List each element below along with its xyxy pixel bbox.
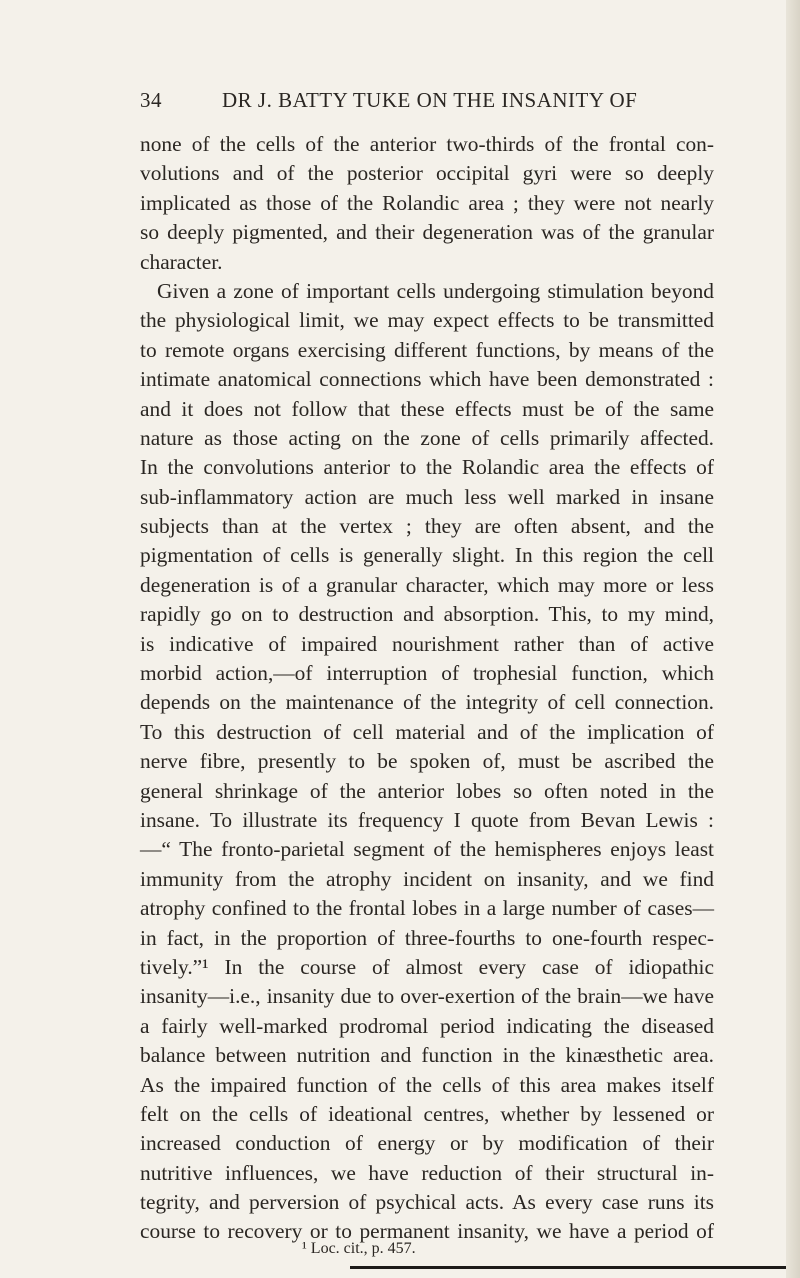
body-line: immunity from the atrophy incident on insanity, and we find: [140, 866, 714, 891]
body-line: degeneration is of a granular character, which may more or less: [140, 572, 714, 597]
page-header: [140, 88, 680, 118]
body-line: As the impaired function of the cells of this area makes itself: [140, 1072, 714, 1097]
body-line: a fairly well-marked prodromal period indicating the diseased: [140, 1013, 714, 1038]
body-line: depends on the maintenance of the integrity of cell connection.: [140, 690, 714, 715]
body-line: so deeply pigmented, and their degeneration was of the granular: [140, 220, 714, 245]
body-line: volutions and of the posterior occipital gyri were so deeply: [140, 161, 714, 186]
body-line: atrophy confined to the frontal lobes in a large number of cases—: [140, 896, 714, 921]
body-line: none of the cells of the anterior two-thirds of the frontal con-: [140, 132, 714, 156]
body-line: nerve fibre, presently to be spoken of, must be ascribed the: [140, 749, 714, 774]
page-edge-shadow: [786, 0, 800, 1278]
body-line: and it does not follow that these effects must be of the same: [140, 396, 714, 421]
running-head: DR J. BATTY TUKE ON THE INSANITY OF: [222, 88, 638, 112]
body-line: —“ The fronto-parietal segment of the hemispheres enjoys least: [140, 837, 714, 862]
body-line: in fact, in the proportion of three-fourths to one-fourth respec-: [140, 925, 714, 950]
body-line: sub-inflammatory action are much less well marked in insane: [140, 484, 714, 509]
body-line: increased conduction of energy or by modification of their: [140, 1131, 714, 1156]
bottom-rule: [350, 1266, 786, 1269]
body-line: morbid action,—of interruption of trophesial function, which: [140, 661, 714, 686]
body-line: nutritive influences, we have reduction of their structural in-: [140, 1160, 714, 1185]
body-line: To this destruction of cell material and of the implication of: [140, 719, 714, 744]
body-line: the physiological limit, we may expect effects to be transmitted: [140, 308, 714, 333]
body-line: insanity—i.e., insanity due to over-exertion of the brain—we have: [140, 984, 714, 1009]
body-line: course to recovery or to permanent insanity, we have a period of: [140, 1219, 714, 1244]
body-line: implicated as those of the Rolandic area ; they were not nearly: [140, 190, 714, 215]
body-line: tegrity, and perversion of psychical acts. As every case runs its: [140, 1190, 714, 1215]
body-line: insane. To illustrate its frequency I quote from Bevan Lewis :: [140, 807, 714, 832]
body-line: intimate anatomical connections which have been demonstrated :: [140, 367, 714, 392]
body-line: Given a zone of important cells undergoing stimulation beyond: [157, 278, 714, 303]
body-line: felt on the cells of ideational centres, whether by lessened or: [140, 1101, 714, 1126]
body-line: rapidly go on to destruction and absorption. This, to my mind,: [140, 602, 714, 627]
footnote: ¹ Loc. cit., p. 457.: [302, 1240, 416, 1257]
body-line: balance between nutrition and function in the kinæsthetic area.: [140, 1043, 714, 1068]
page-number: 34: [140, 88, 162, 112]
body-line: nature as those acting on the zone of cells primarily affected.: [140, 425, 714, 450]
body-line: general shrinkage of the anterior lobes so often noted in the: [140, 778, 714, 803]
body-text: [140, 130, 714, 1247]
body-line: tively.”¹ In the course of almost every case of idiopathic: [140, 954, 714, 979]
body-line: character.: [140, 249, 223, 274]
body-line: to remote organs exercising different functions, by means of the: [140, 337, 714, 362]
body-line: pigmentation of cells is generally slight. In this region the cell: [140, 543, 714, 568]
body-line: is indicative of impaired nourishment rather than of active: [140, 631, 714, 656]
body-line: subjects than at the vertex ; they are often absent, and the: [140, 514, 714, 539]
body-line: In the convolutions anterior to the Rolandic area the effects of: [140, 455, 714, 480]
